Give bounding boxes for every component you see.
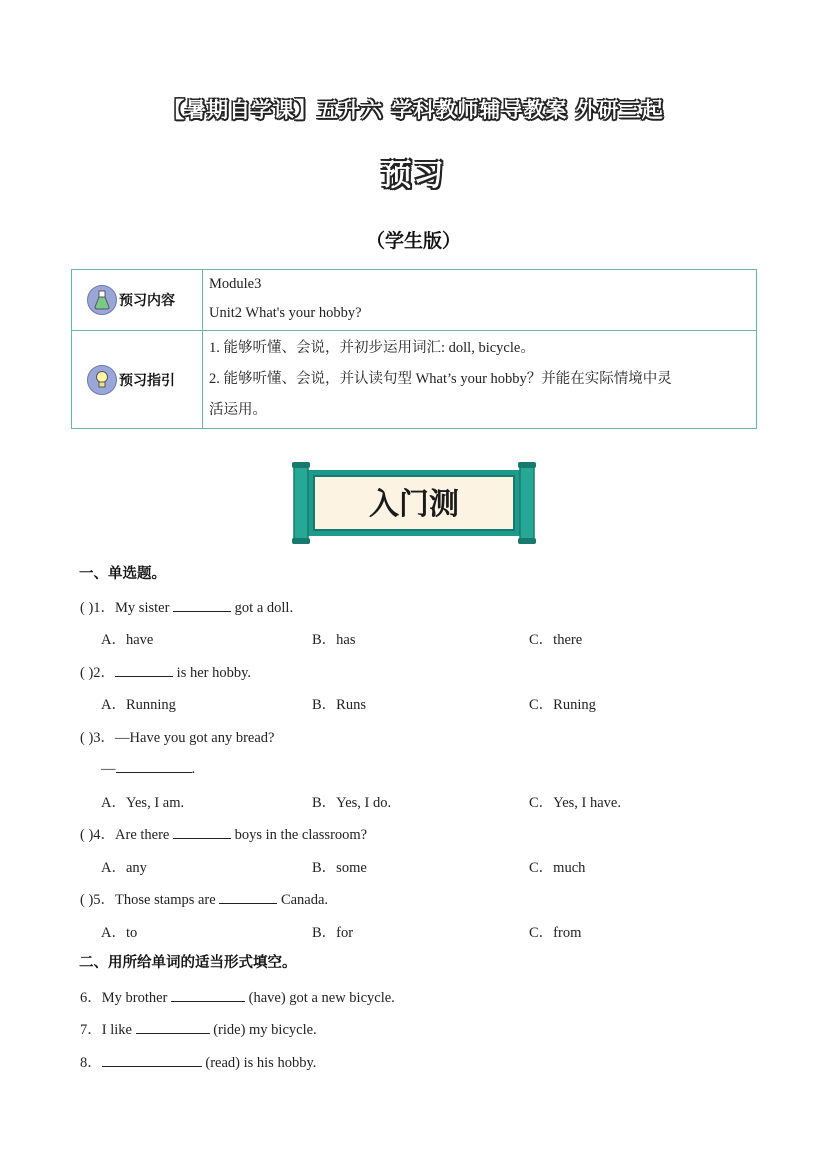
- preview-content-text: [203, 270, 757, 331]
- answer-blank[interactable]: [171, 987, 245, 1002]
- preview-content-label: 预习内容: [119, 293, 175, 309]
- preview-guide-label: 预习指引: [119, 372, 175, 389]
- question-3-reply: — .: [101, 758, 195, 778]
- preview-guide-row: [72, 331, 757, 429]
- question-5: ( )5．Those stamps are Canada.: [80, 888, 328, 909]
- q2-option-a: A．Running: [101, 697, 176, 713]
- q3-option-a: A．Yes, I am.: [101, 795, 185, 811]
- module-line: Module3: [209, 276, 262, 292]
- banner-text: 入门测: [369, 487, 459, 522]
- entry-test-banner: [292, 462, 536, 544]
- fill-item-6: 6．My brother (have) got a new bicycle.: [80, 986, 395, 1007]
- preview-guide-text: [203, 331, 757, 429]
- answer-blank[interactable]: [219, 889, 277, 904]
- q1-option-b: B．has: [312, 632, 356, 648]
- q2-option-b: B．Runs: [312, 697, 366, 713]
- q1-option-c: C．there: [529, 632, 583, 648]
- fill-item-7: 7．I like (ride) my bicycle.: [80, 1018, 317, 1039]
- section1-heading: 一、单选题。: [79, 566, 166, 582]
- section2-heading: 二、用所给单词的适当形式填空。: [79, 955, 297, 971]
- preview-guide-label-cell: [72, 331, 203, 429]
- answer-blank[interactable]: [173, 824, 231, 839]
- guide-line-3: 活运用。: [209, 402, 267, 418]
- unit-line: Unit2 What's your hobby?: [209, 305, 362, 321]
- fill-item-8: 8． (read) is his hobby.: [80, 1051, 316, 1072]
- preview-info-table: [71, 269, 757, 429]
- answer-blank[interactable]: [116, 758, 192, 773]
- q4-option-a: A．any: [101, 860, 147, 876]
- question-2: ( )2． is her hobby.: [80, 661, 251, 682]
- lightbulb-icon: [87, 365, 117, 395]
- q1-option-a: A．have: [101, 632, 154, 648]
- guide-line-2: 2. 能够听懂、会说，并认读句型 What’s your hobby？并能在实际情境中灵: [209, 371, 672, 387]
- q3-option-c: C．Yes, I have.: [529, 795, 621, 811]
- answer-blank[interactable]: [115, 662, 173, 677]
- q5-option-c: C．from: [529, 925, 582, 941]
- student-version-label: （学生版）: [365, 230, 461, 252]
- question-4: ( )4．Are there boys in the classroom?: [80, 823, 367, 844]
- preview-title: 预习: [381, 158, 446, 193]
- question-1: ( )1．My sister got a doll.: [80, 596, 293, 617]
- answer-blank[interactable]: [173, 597, 231, 612]
- q5-option-a: A．to: [101, 925, 138, 941]
- header-title: 【暑期自学课】五升六 学科教师辅导教案 外研三起: [163, 98, 664, 122]
- question-3: ( )3．—Have you got any bread?: [80, 730, 275, 746]
- q4-option-c: C．much: [529, 860, 586, 876]
- answer-blank[interactable]: [102, 1052, 202, 1067]
- preview-content-label-cell: [72, 270, 203, 331]
- flask-icon: [87, 285, 117, 315]
- q5-option-b: B．for: [312, 925, 354, 941]
- preview-content-row: [72, 270, 757, 331]
- q4-option-b: B．some: [312, 860, 367, 876]
- guide-line-1: 1. 能够听懂、会说，并初步运用词汇: doll, bicycle。: [209, 340, 535, 356]
- answer-blank[interactable]: [136, 1019, 210, 1034]
- q2-option-c: C．Runing: [529, 697, 596, 713]
- q3-option-b: B．Yes, I do.: [312, 795, 392, 811]
